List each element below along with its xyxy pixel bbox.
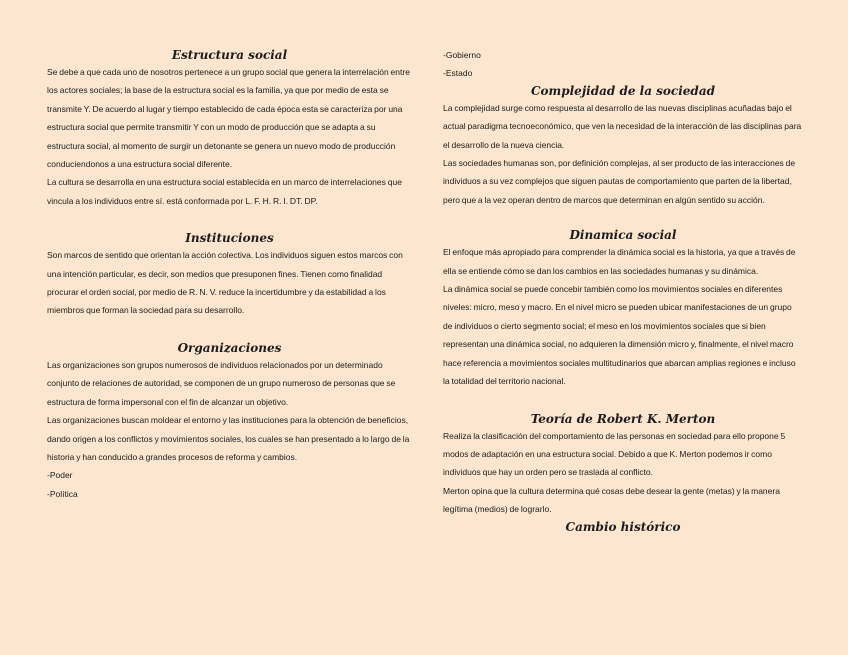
title-dinamica-social: Dinamica social — [569, 228, 677, 243]
paragraph-merton-2: Merton opina que la cultura determina qué cosas debe desear la gente (metas) y la manera legítima (medios) de lograrlo. — [443, 485, 780, 515]
paragraph-organizaciones-2: Las organizaciones buscan moldear el entorno y las instituciones para la obtención de beneficios, dando origen a los conflictos y movimientos sociales, los cuales se han presentado a lo largo de la historia y han conducido a grandes procesos de reforma y cambios. — [47, 415, 410, 462]
paragraph-dinamica-1: El enfoque más apropiado para comprender la dinámica social es la historia, ya que a través de ella se entiende cómo se dan los cambios en las sociedades humanas y su dinámica. — [443, 247, 796, 276]
left-column — [47, 47, 412, 503]
paragraph-estructura-2: La cultura se desarrolla en una estructura social establecida en un marco de interrelaciones que vincula a los individuos entre sí. está conformada por L. F. H. R. I. DT. DP. — [47, 177, 402, 206]
paragraph-organizaciones-1: Las organizaciones son grupos numerosos de individuos relacionados por un determinado conjunto de relaciones de autoridad, se componen de un grupo numeroso de personas que se estructura de forma impersonal con el fin de alcanzar un objetivo. — [47, 359, 396, 407]
title-complejidad: Complejidad de la sociedad — [530, 83, 715, 98]
list-item-gobierno: -Gobierno — [443, 50, 481, 60]
paragraph-complejidad-1: La complejidad surge como respuesta al desarrollo de las nuevas disciplinas acuñadas bajo el actual paradigma tecnoeconómico, que ven la necesidad de la interacción de las disciplinas para el desarrollo de la nueva ciencia. — [443, 102, 802, 150]
list-item-poder: -Poder — [47, 470, 73, 481]
paragraph-instituciones-1: Son marcos de sentido que orientan la acción colectiva. Los individuos siguen estos marcos con una intención particular, es decir, son medios que presuponen fines. Tienen como finalidad procurar el orden social, por medio de R. N. V. reduce la incertidumbre y da estabilidad a los miembros que forman la sociedad para su desarrollo. — [47, 250, 403, 316]
title-merton: Teoría de Robert K. Merton — [530, 411, 716, 426]
title-instituciones: Instituciones — [185, 231, 274, 246]
title-estructura-social: Estructura social — [171, 48, 288, 62]
right-column — [443, 46, 803, 535]
paragraph-merton-1: Realiza la clasificación del comportamiento de las personas en sociedad para ello propone 5 modos de adaptación en una estructura social. Debido a que K. Merton podemos ir como individuos que hay un orden pero se traslada al conflicto. — [443, 430, 786, 478]
paragraph-dinamica-2: La dinámica social se puede concebir también como los movimientos sociales en diferentes niveles: micro, meso y macro. En el nivel micro se pueden ubicar manifestaciones de un grupo de individuos o cierto segmento social; el meso en los movimientos sociales que si bien representan una dinámica social, no adquieren la dimensión micro y, finalmente, el nivel macro hace referencia a movimientos sociales multitudinarios que abarcan amplias regiones e incluso la totalidad del territorio nacional. — [443, 284, 796, 387]
list-item-estado: -Estado — [443, 68, 473, 79]
title-cambio-historico: Cambio histórico — [565, 519, 681, 534]
paragraph-estructura-1: Se debe a que cada uno de nosotros pertenece a un grupo social que genera la interrelación entre los actores sociales; la base de la estructura social es la familia, ya que por medio de esta se transmite Y. De acuerdo al lugar y tiempo establecido de cada época esta se caracteriza por una estructura social que permite transmitir Y con un modo de producción que se adapta a su estructura social, al momento de surgir un detonante se genera un nuevo modo de producción conduciendonos a una estructura social diferente. — [47, 67, 410, 170]
title-organizaciones: Organizaciones — [177, 340, 282, 355]
list-item-politica: -Política — [47, 488, 78, 499]
paragraph-complejidad-2: Las sociedades humanas son, por definición complejas, al ser producto de las interacciones de individuos a su vez complejos que siguen pautas de comportamiento que parten de la libertad, pero que a la vez operan dentro de marcos que determinan en algún sentido su acción. — [443, 158, 796, 205]
